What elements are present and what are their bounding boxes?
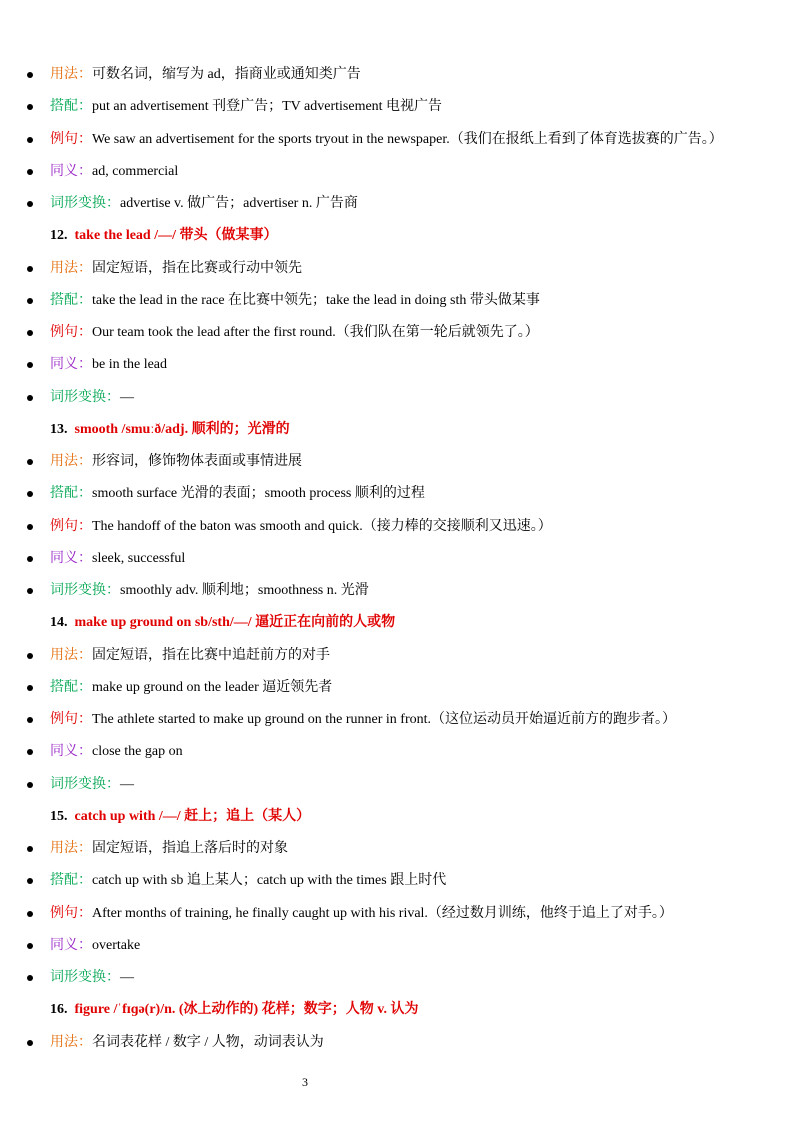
entry-number: 14. (50, 615, 68, 631)
list-item-text (50, 192, 358, 216)
item-content: put an advertisement 刊登广告；TV advertisement 电视广告 (92, 99, 443, 115)
list-item-text (50, 353, 167, 377)
entry-number: 16. (50, 1002, 68, 1018)
item-content: overtake (92, 937, 141, 953)
word-forms-label: 词形变换： (50, 583, 120, 598)
word-forms-label: 词形变换： (50, 776, 120, 792)
word-forms-label: 词形变换： (50, 970, 120, 985)
example-label: 例句： (50, 905, 92, 921)
usage-label: 用法： (50, 260, 92, 276)
entry-number: 13. (50, 421, 68, 437)
list-item-text (50, 160, 178, 184)
entry-heading-text (50, 805, 310, 829)
synonym-label: 同义： (50, 550, 92, 566)
item-content: — (120, 970, 134, 985)
entry-term: take the lead /—/ 带头（做某事） (74, 228, 278, 244)
entry-term: catch up with /—/ 赶上；追上（某人） (74, 808, 311, 824)
bullet-icon (27, 588, 33, 594)
item-content: close the gap on (92, 744, 183, 760)
item-content: 固定短语，指在比赛或行动中领先 (92, 260, 302, 276)
usage-label: 用法： (50, 1034, 92, 1050)
bullet-icon (27, 556, 33, 562)
item-content: The athlete started to make up ground on the runner in front.（这位运动员开始逼近前方的跑步者。） (92, 712, 677, 727)
list-item-text (50, 63, 361, 87)
list-item-text (50, 482, 425, 506)
list-item-text (50, 773, 134, 797)
list-item-text (50, 1031, 324, 1055)
word-forms-label: 词形变换： (50, 389, 120, 405)
item-content: 形容词，修饰物体表面或事情进展 (92, 454, 302, 469)
entry-heading-text (50, 611, 395, 635)
item-content: After months of training, he finally caught up with his rival.（经过数月训练，他终于追上了对手。） (92, 905, 673, 921)
item-content: be in the lead (92, 357, 168, 373)
item-content: 固定短语，指在比赛中追赶前方的对手 (92, 647, 330, 663)
list-item-text (50, 708, 676, 732)
item-content: 可数名词，缩写为 ad，指商业或通知类广告 (92, 67, 361, 82)
collocation-label: 搭配： (50, 486, 92, 502)
list-item-text (50, 128, 723, 152)
entry-term: make up ground on sb/sth/—/ 逼近正在向前的人或物 (74, 615, 396, 631)
synonym-label: 同义： (50, 357, 92, 373)
item-content: smoothly adv. 顺利地；smoothness n. 光滑 (120, 583, 369, 598)
usage-label: 用法： (50, 67, 92, 82)
example-label: 例句： (50, 325, 92, 340)
bullet-icon (27, 395, 33, 401)
bullet-icon (27, 653, 33, 659)
bullet-icon (27, 362, 33, 368)
usage-label: 用法： (50, 454, 92, 469)
page-number: 3 (302, 1075, 308, 1089)
bullet-icon (27, 72, 33, 78)
bullet-icon (27, 717, 33, 723)
entry-heading-text (50, 998, 418, 1022)
bullet-icon (27, 137, 33, 143)
item-content: sleek, successful (92, 550, 186, 566)
item-content: Our team took the lead after the first round.（我们队在第一轮后就领先了。） (92, 325, 539, 340)
bullet-icon (27, 878, 33, 884)
bullet-icon (27, 104, 33, 110)
bullet-icon (27, 491, 33, 497)
item-content: ad, commercial (92, 163, 179, 179)
bullet-icon (27, 943, 33, 949)
item-content: The handoff of the baton was smooth and quick.（接力棒的交接顺利又迅速。） (92, 518, 552, 534)
list-item-text (50, 547, 185, 571)
list-item-text (50, 321, 539, 345)
list-item-text (50, 837, 288, 861)
item-content: advertise v. 做广告；advertiser n. 广告商 (120, 196, 358, 211)
bullet-icon (27, 298, 33, 304)
bullet-icon (27, 911, 33, 917)
collocation-label: 搭配： (50, 873, 92, 889)
item-content: smooth surface 光滑的表面；smooth process 顺利的过程 (92, 486, 425, 502)
word-forms-label: 词形变换： (50, 196, 120, 211)
list-item-text (50, 95, 442, 119)
list-item-text (50, 450, 302, 474)
item-content: 名词表花样 / 数字 / 人物，动词表认为 (92, 1034, 324, 1050)
bullet-icon (27, 975, 33, 981)
synonym-label: 同义： (50, 744, 92, 760)
collocation-label: 搭配： (50, 679, 92, 695)
entry-heading-text (50, 418, 290, 442)
entry-number: 15. (50, 808, 68, 824)
item-content: — (120, 776, 134, 792)
list-item-text (50, 676, 332, 700)
collocation-label: 搭配： (50, 292, 92, 308)
synonym-label: 同义： (50, 937, 92, 953)
usage-label: 用法： (50, 647, 92, 663)
bullet-icon (27, 201, 33, 207)
item-content: take the lead in the race 在比赛中领先；take the lead in doing sth 带头做某事 (92, 292, 540, 308)
list-item-text (50, 579, 369, 603)
item-content: We saw an advertisement for the sports tryout in the newspaper.（我们在报纸上看到了体育选拔赛的广告。） (92, 131, 723, 147)
list-item-text (50, 869, 446, 893)
entry-number: 12. (50, 228, 68, 244)
list-item-text (50, 740, 183, 764)
bullet-icon (27, 330, 33, 336)
bullet-icon (27, 266, 33, 272)
list-item-text (50, 644, 330, 668)
example-label: 例句： (50, 131, 92, 147)
list-item-text (50, 902, 673, 926)
entry-term: smooth /smuːð/adj. 顺利的；光滑的 (74, 421, 290, 437)
item-content: catch up with sb 追上某人；catch up with the times 跟上时代 (92, 873, 447, 889)
bullet-icon (27, 169, 33, 175)
item-content: — (120, 389, 134, 405)
bullet-icon (27, 685, 33, 691)
example-label: 例句： (50, 712, 92, 727)
list-item-text (50, 386, 134, 410)
bullet-icon (27, 459, 33, 465)
bullet-icon (27, 524, 33, 530)
bullet-icon (27, 1040, 33, 1046)
bullet-icon (27, 782, 33, 788)
entry-heading-text (50, 224, 278, 248)
collocation-label: 搭配： (50, 99, 92, 115)
list-item-text (50, 966, 134, 990)
usage-label: 用法： (50, 841, 92, 856)
item-content: make up ground on the leader 逼近领先者 (92, 679, 333, 695)
list-item-text (50, 934, 140, 958)
bullet-icon (27, 846, 33, 852)
list-item-text (50, 515, 552, 539)
list-item-text (50, 289, 540, 313)
example-label: 例句： (50, 518, 92, 534)
item-content: 固定短语，指追上落后时的对象 (92, 841, 288, 856)
bullet-icon (27, 749, 33, 755)
list-item-text (50, 257, 302, 281)
synonym-label: 同义： (50, 163, 92, 179)
entry-term: figure /ˈfɪɡə(r)/n. (冰上动作的) 花样；数字；人物 v. 认为 (74, 1002, 419, 1018)
